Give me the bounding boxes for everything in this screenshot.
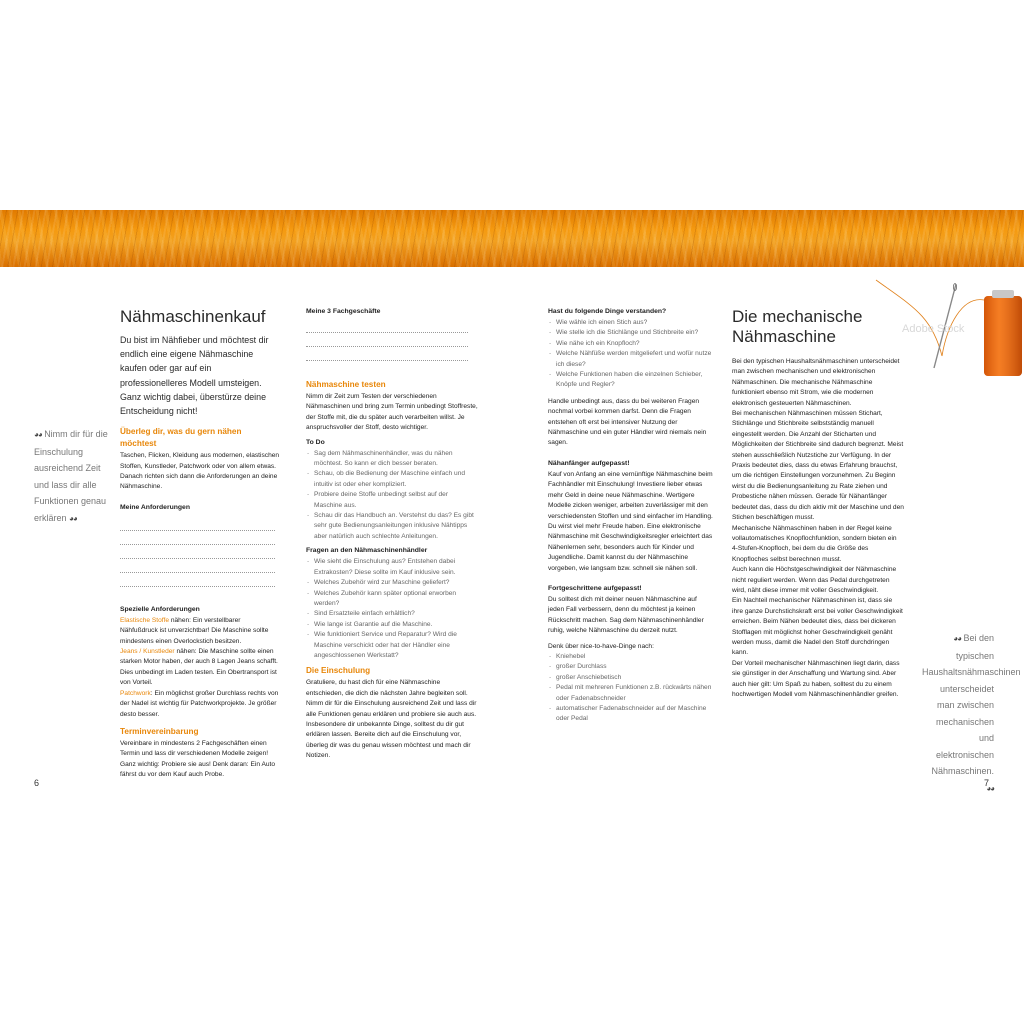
fach-label: Meine 3 Fachgeschäfte bbox=[306, 308, 381, 315]
column-second bbox=[306, 307, 478, 762]
right-paragraph-3: Mechanische Nähmaschinen haben in der Regel keine vollautomatisches Knopflochfunktion, sondern bieten ein 4-Stufen-Knopfloch, bei dem du die Größe des Knopfloches selbst berechnen musst. bbox=[732, 524, 897, 563]
spezielle-label: Spezielle Anforderungen bbox=[120, 605, 200, 613]
todo-list bbox=[306, 449, 478, 543]
left-sidenote bbox=[34, 426, 110, 527]
list-item: - Wie stelle ich die Stichlänge und Stichbreite ein? bbox=[548, 328, 714, 338]
eyes-icon: ◕◕ bbox=[69, 513, 77, 523]
eyes-icon: ◕◕ bbox=[986, 783, 994, 793]
termin-text: Vereinbare in mindestens 2 Fachgeschäften einen Termin und lass dir verschiedenen Modelle zeigen! Ganz wichtig: Probiere sie aus! Denk daran: Ein Auto fährst du vor dem Kauf auch Probe. bbox=[120, 739, 276, 779]
right-paragraph-1: Bei den typischen Haushaltsnähmaschinen unterscheidet man zwischen mechanischen und elektronischen Nähmaschinen. Die mechanische Nähmaschine funktioniert ebenso mit Strom, wie die modernen elektronisch gesteuerten Nähmaschinen. bbox=[732, 358, 900, 407]
column-third bbox=[548, 307, 714, 725]
list-item: - Schau dir das Handbuch an. Verstehst du das? Es gibt sehr gute Bedienungsanleitungen inklusive Nähtipps aber natürlich auch schlechte Anleitungen. bbox=[306, 511, 478, 542]
list-item: - großer Durchlass bbox=[548, 662, 714, 672]
left-sidenote-text: Nimm dir für die Einschulung ausreichend Zeit und lass dir alle Funktionen genau erklären bbox=[34, 429, 108, 523]
list-item: - Sag dem Nähmaschinenhändler, was du nähen möchtest. So kann er dich besser beraten. bbox=[306, 449, 478, 470]
list-item: - Welches Zubehör kann später optional erworben werden? bbox=[306, 589, 478, 610]
patchwork-highlight: Patchwork bbox=[120, 689, 151, 697]
heading-ueberleg: Überleg dir, was du gern nähen möchtest bbox=[120, 427, 242, 449]
list-item: - Welches Zubehör wird zur Maschine geliefert? bbox=[306, 578, 478, 588]
write-line bbox=[120, 531, 275, 545]
column-left bbox=[120, 307, 280, 781]
page-number-right: 7 bbox=[984, 778, 990, 788]
jeans-highlight: Jeans / Kunstleder bbox=[120, 648, 175, 656]
anfaenger-text: Kauf von Anfang an eine vernünftige Nähmaschine beim Fachhändler mit Einschulung! Investiere lieber etwas mehr Geld in deine neue Nähmaschine. Wertigere Modelle zicken weniger, arbeiten zuverlässiger mit den verschiedensten Stoffen und sind einfacher im Handling. Du wirst viel mehr Freude haben. Eine elektronische Nähmaschine mit Geschwindigkeitsregler erleichtert das Nähenlernen sehr, besonders auch für Kinder und Jugendliche. Damit kannst du der Nähmaschine vorgeben, wie langsam bzw. schnell sie nähen soll. bbox=[548, 470, 713, 572]
list-item: - Wie lange ist Garantie auf die Maschine. bbox=[306, 620, 478, 630]
denk-text: Denk über nice-to-have-Dinge nach: bbox=[548, 642, 654, 650]
list-item: - Kniehebel bbox=[548, 652, 714, 662]
watermark-text: Adobe Stock bbox=[902, 323, 965, 335]
list-item: - Wie sieht die Einschulung aus? Entstehen dabei Extrakosten? Diese sollte im Kauf inklusive sein. bbox=[306, 557, 478, 578]
todo-label: To Do bbox=[306, 438, 325, 446]
fragen-label: Fragen an den Nähmaschinenhändler bbox=[306, 547, 428, 555]
list-item: - Welche Funktionen haben die einzelnen Schieber, Knöpfe und Regler? bbox=[548, 370, 714, 391]
list-item: - Wie funktioniert Service und Reparatur? Wird die Maschine verschickt oder hat der Händler eine angeschlossenen Werkstatt? bbox=[306, 630, 478, 661]
eyes-icon: ◕◕ bbox=[953, 634, 961, 643]
fortgeschrittene-label: Fortgeschrittene aufgepasst! bbox=[548, 584, 642, 592]
elastische-paragraph bbox=[120, 616, 280, 647]
list-item: - Schau, ob die Bedienung der Maschine einfach und intuitiv ist oder eher kompliziert. bbox=[306, 469, 478, 490]
write-lines-fach bbox=[306, 319, 478, 361]
heading-einschulung: Die Einschulung bbox=[306, 666, 371, 676]
right-sidenote-text: Bei den typischen Haushaltsnähmaschinen unterscheidet man zwischen mechanischen und elektronischen Nähmaschinen. bbox=[922, 633, 1021, 776]
right-paragraph-2: Bei mechanischen Nähmaschinen müssen Stichart, Stichlänge und Stichbreite selbstständig manuell eingestellt werden. Die Anzahl der Sticharten und Möglichkeiten der Stichbreite sind dadurch begrenzt. Meist stehen ausschließlich Nutzstiche zur Verfügung. In der Praxis bedeutet dies, dass du etwas Erfahrung brauchst, um die richtigen Einstellungen vorzunehmen. Zu Beginn wirst du die Bedienungsanleitung zu Rate ziehen und Probestiche nähen müssen. Gerade für Nähanfänger bedeutet das, dass du dich aktiv mit der Maschine und den Stichen beschäftigen musst. bbox=[732, 410, 904, 522]
right-page-title: Die mechanische Nähmaschine bbox=[732, 307, 863, 346]
list-item: - großer Anschiebetisch bbox=[548, 673, 714, 683]
fortgeschrittene-text: Du solltest dich mit deiner neuen Nähmaschine auf jeden Fall verbessern, denn du möchtest ja keinen Rückschritt machen. Sag dem Nähmaschinenhändler ruhig, welche Nähmaschine du derzeit nutzt. bbox=[548, 595, 704, 635]
write-line bbox=[120, 545, 275, 559]
write-line bbox=[120, 573, 275, 587]
write-line bbox=[306, 347, 468, 361]
patchwork-text: : Ein möglichst großer Durchlass rechts von der Nadel ist wichtig für Patchworkprojekte. Je größer desto besser. bbox=[120, 689, 279, 718]
list-item: - Wie nähe ich ein Knopfloch? bbox=[548, 339, 714, 349]
handle-text: Handle unbedingt aus, dass du bei weiteren Fragen nochmal vorbei kommen darfst. Denn die Fragen entstehen oft erst bei intensiver Nutzung der Nähmaschine und ein guter Händler wird niemals nein sagen. bbox=[548, 397, 707, 447]
right-sidenote bbox=[922, 630, 1021, 797]
anforderungen-label: Meine Anforderungen bbox=[120, 503, 190, 511]
intro-text: Du bist im Nähfieber und möchtest dir endlich eine eigene Nähmaschine kaufen oder gar auf ein professionelleres Modell umsteigen. Ganz wichtig dabei, überstürze deine Entscheidung nicht! bbox=[120, 335, 269, 417]
page-title: Nähmaschinenkauf bbox=[120, 307, 266, 326]
fragen-list bbox=[306, 557, 478, 661]
write-line bbox=[306, 319, 468, 333]
list-item: - automatischer Fadenabschneider auf der Maschine oder Pedal bbox=[548, 704, 714, 725]
testen-text: Nimm dir Zeit zum Testen der verschiedenen Nähmaschinen und bring zum Termin unbedingt Stoffreste, der Stoffe mit, die du später auch verarbeiten willst. Je anspruchsvoller der Stoff, desto wichtiger. bbox=[306, 393, 478, 432]
right-paragraph-5: Ein Nachteil mechanischer Nähmaschinen ist, dass sie ihre ganze Durchstichskraft erst bei voller Geschwindigkeit erreichen. Beim Nähen bedeutet dies, dass bei dickeren Stofflagen mit möglichst hoher Geschwindigkeit genäht werden muss, damit die Nadel den Stoff durchdringen kann. bbox=[732, 597, 903, 657]
ueberleg-text: Taschen, Flicken, Kleidung aus modernen, elastischen Stoffen, Kunstleder, Patchwork oder von allem etwas. Danach richten sich dann die Anforderungen an deine Nähmaschine. bbox=[120, 452, 280, 491]
anfaenger-label: Nähanfänger aufgepasst! bbox=[548, 459, 630, 467]
write-line bbox=[306, 333, 468, 347]
list-item: - Welche Nähfüße werden mitgeliefert und wofür nutze ich diese? bbox=[548, 349, 714, 370]
write-lines-anforderungen bbox=[120, 517, 280, 587]
nice-list bbox=[548, 652, 714, 725]
list-item: - Pedal mit mehreren Funktionen z.B. rückwärts nähen oder Fadenabschneider bbox=[548, 683, 714, 704]
right-paragraph-6: Der Vorteil mechanischer Nähmaschinen liegt darin, dass sie günstiger in der Anschaffung und Wartung sind. Aber auch hier gilt: Um Spaß zu haben, solltest du zu einem hochwertigen Modell vom Nähmaschinenhändler greifen. bbox=[732, 659, 900, 698]
write-line bbox=[120, 517, 275, 531]
eyes-icon: ◕◕ bbox=[34, 430, 42, 439]
write-line bbox=[120, 559, 275, 573]
list-item: - Wie wähle ich einen Stich aus? bbox=[548, 318, 714, 328]
elastische-text: nähen: Ein verstellbarer Nähfußdruck ist unverzichtbar! Die Maschine sollte mindestens einen Overlockstich besitzen. bbox=[120, 616, 269, 645]
heading-testen: Nähmaschine testen bbox=[306, 380, 386, 389]
verstanden-label: Hast du folgende Dinge verstanden? bbox=[548, 308, 667, 315]
jeans-paragraph bbox=[120, 647, 280, 689]
thread-spool-icon bbox=[872, 276, 1024, 376]
page-number-left: 6 bbox=[34, 778, 40, 788]
patchwork-paragraph bbox=[120, 689, 280, 720]
heading-termin: Terminvereinbarung bbox=[120, 726, 199, 736]
verstanden-list bbox=[548, 318, 714, 391]
einschulung-text: Gratuliere, du hast dich für eine Nähmaschine entschieden, die dich die nächsten Jahre begleiten soll. Nimm dir für die Einschulung ausreichend Zeit und lass dir alle Funktionen genau erklären und probiere sie auch aus. Insbesondere dir unbekannte Dinge, solltest du dir gut erklären lassen. Bereite dich auf die Einschulung vor, überleg dir was du genau wissen möchtest und mach dir Notizen. bbox=[306, 679, 477, 760]
orange-thread-banner bbox=[0, 210, 1024, 267]
list-item: - Sind Ersatzteile einfach erhältlich? bbox=[306, 609, 478, 619]
right-paragraph-4: Auch kann die Höchstgeschwindigkeit der Nähmaschine nicht reguliert werden. Wenn das Pedal durchgetreten wird, näht diese immer mit voller Geschwindigkeit. bbox=[732, 566, 897, 594]
jeans-text: nähen: Die Maschine sollte einen starken Motor haben, der auch 8 Lagen Jeans schafft. Dies unbedingt im Laden testen. Ein Obertransport ist von Vorteil. bbox=[120, 648, 278, 687]
list-item: - Probiere deine Stoffe unbedingt selbst auf der Maschine aus. bbox=[306, 490, 478, 511]
elastische-highlight: Elastische Stoffe bbox=[120, 616, 169, 624]
